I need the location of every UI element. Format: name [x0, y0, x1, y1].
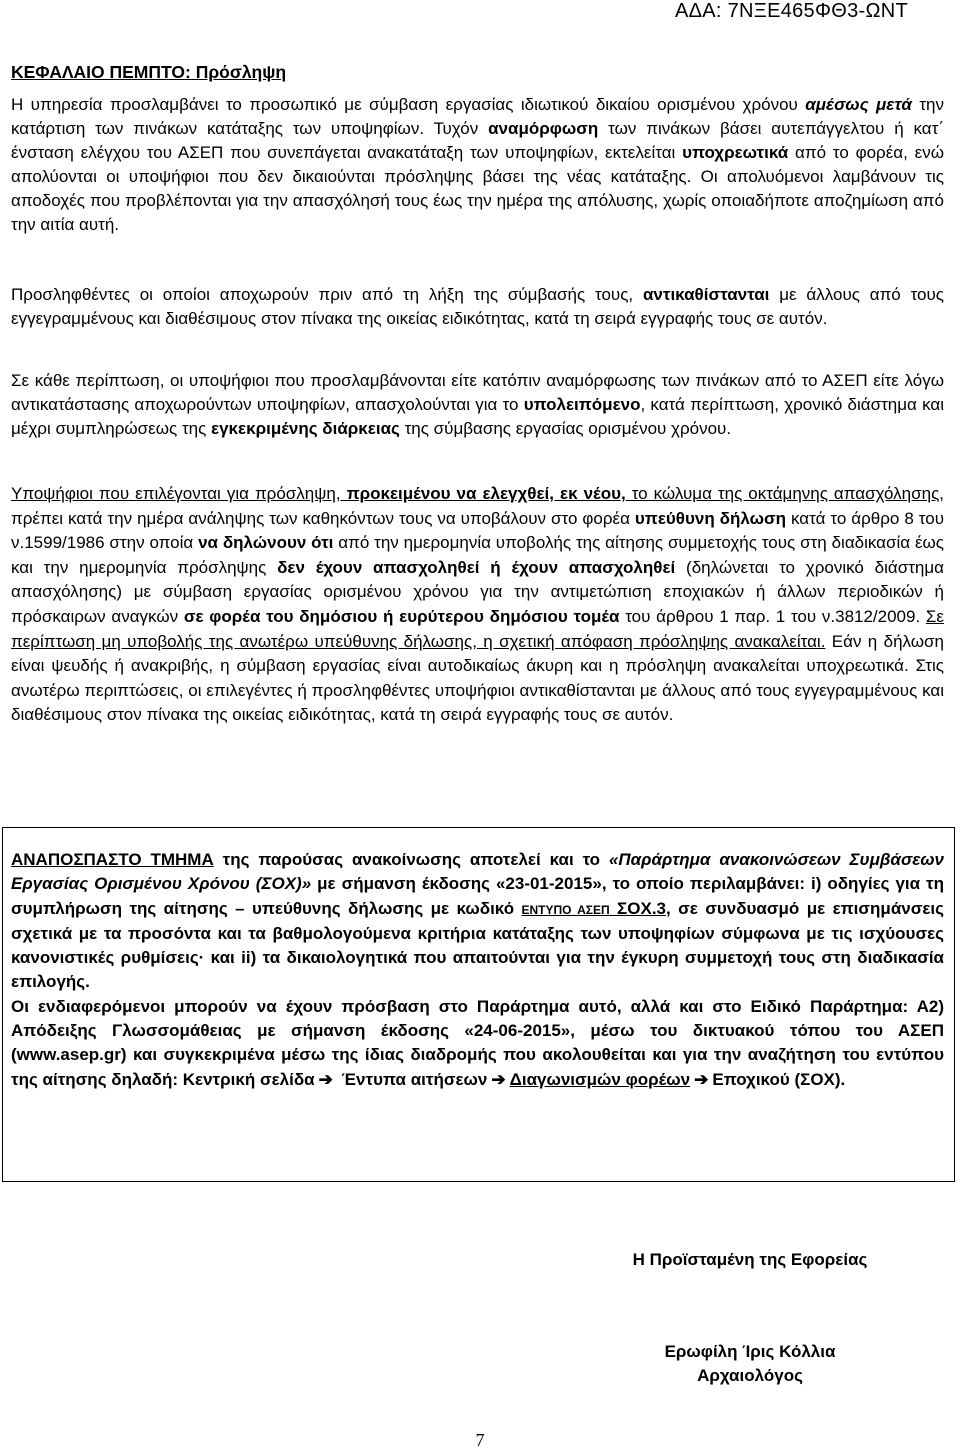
text-run-bold: να δηλώνουν ότι: [198, 533, 334, 553]
text-run-bold: δεν έχουν απασχοληθεί ή έχουν απασχοληθεί: [277, 557, 676, 577]
text-run: Εάν η δήλωση είναι ψευδής ή ανακριβής, η σύμβαση εργασίας είναι αυτοδικαίως άκυρη και η πρόσληψη ανακαλείται υποχρεωτικά. Στις ανωτέρω περιπτώσεις, οι επιλεγέντες ή προσληφθέντες υποψήφιοι αντικαθίστανται με άλλους από τους εγγεγραμμένους και διαθέσιμους στον πίνακα της οικείας ειδικότητας, κατά τη σειρά εγγραφής τους σε αυτόν.: [11, 631, 944, 725]
paragraph-duration: [11, 369, 944, 441]
text-run: , σε συνδυασμό με επισημάνσεις σχετικά με τα προσόντα και τα βαθμολογούμενα κριτήρια κατάταξης των υποψηφίων σύμφωνα με τις ισχύουσες κανονιστικές ρυθμίσεις· και ii) τα δικαιολογητικά που απαιτούνται για την έγκυρη συμμετοχή τους στη διαδικασία επιλογής.: [11, 898, 944, 992]
text-run: της παρούσας ανακοίνωσης αποτελεί και το: [213, 850, 609, 869]
text-run-bold: αναμόρφωση: [488, 119, 599, 138]
signature-title: Η Προϊσταμένη της Εφορείας: [632, 1250, 868, 1269]
text-run: από την ημερομηνία υποβολής της αίτησης συμμετοχής τους στη διαδικασία έως και την ημερομηνία πρόσληψης: [11, 533, 945, 577]
section-title: [11, 61, 286, 83]
text-run-bold: σε φορέα του δημόσιου ή ευρύτερου δημόσιου τομέα: [183, 606, 620, 626]
section-title-text: ΚΕΦΑΛΑΙΟ ΠΕΜΠΤΟ: Πρόσληψη: [11, 62, 287, 82]
text-run: Οι ενδιαφερόμενοι μπορούν να έχουν πρόσβαση στο Παράρτημα αυτό, αλλά και στο Ειδικό Παράρτημα: Α2) Απόδειξης Γλωσσομάθειας με σήμανση έκδοσης «24-06-2015», μέσω του δικτυακού τόπου του ΑΣΕΠ (www.asep.gr) και συγκεκριμένα μέσω της ίδιας διαδρομής που ακολουθείται και για την αναζήτηση του εντύπου της αίτησης δηλαδή: Κεντρική σελίδα: [11, 996, 944, 1089]
text-run: την κατάρτιση των πινάκων κατάταξης των υποψηφίων. Τυχόν: [11, 95, 944, 138]
text-run: της σύμβασης εργασίας ορισμένου χρόνου.: [399, 419, 732, 438]
text-run-underlined: Σε περίπτωση μη υποβολής της ανωτέρω υπεύθυνης δήλωσης, η σχετική απόφαση πρόσληψης ανακαλείται.: [11, 606, 944, 651]
text-run: από το φορέα, ενώ απολύονται οι υποψήφιοι που δεν δικαιούνται πρόσληψης βάσει της νέας κατάταξης. Οι απολυόμενοι λαμβάνουν τις αποδοχές που προβλέπονται για την απασχόλησή τους έως την ημέρα της απόλυσης, χωρίς οποιαδήποτε αποζημίωση από την αιτία αυτή.: [11, 143, 944, 234]
text-run-underlined: το κώλυμα της οκτάμηνης απασχόλησης,: [625, 484, 944, 503]
nav-step: Έντυπα αιτήσεων: [336, 1069, 488, 1089]
text-run-bold: υπολειπόμενο: [523, 395, 641, 414]
text-run: του άρθρου 1 παρ. 1 του ν.3812/2009.: [619, 606, 926, 626]
arrow-right-icon: ➔: [318, 1069, 333, 1089]
signature-role: Αρχαιολόγος: [697, 1366, 803, 1385]
text-run-bold: εγκεκριμένης διάρκειας: [211, 419, 400, 438]
text-run: με άλλους από τους εγγεγραμμένους και διαθέσιμους στον πίνακα της οικείας ειδικότητας, κατά τη σειρά εγγραφής τους σε αυτόν.: [11, 285, 944, 328]
arrow-right-icon: ➔: [694, 1069, 709, 1089]
text-run: (δηλώνεται το χρονικό διάστημα απασχόλησης) με σύμβαση εργασίας ορισμένου χρόνου για την αντιμετώπιση εποχιακών ή άλλων περιοδικών ή πρόσκαιρων αναγκών: [11, 557, 945, 626]
form-code-label: ΕΝΤΥΠΟ ΑΣΕΠ: [521, 902, 610, 917]
text-run: των πινάκων βάσει αυτεπάγγελτου ή κατ΄ ένσταση ελέγχου του ΑΣΕΠ που συνεπάγεται ανακατάταξη των υποψηφίων, εκτελείται: [11, 119, 945, 162]
ada-code: ΑΔΑ: 7ΝΞΕ465ΦΘ3-ΩΝΤ: [674, 0, 908, 22]
text-run: Προσληφθέντες οι οποίοι αποχωρούν πριν από τη λήξη της σύμβασής τους,: [11, 285, 643, 304]
text-run-bold: αντικαθίστανται: [642, 285, 770, 304]
nav-step: Διαγωνισμών φορέων: [509, 1069, 691, 1089]
paragraph-hiring: [11, 93, 944, 237]
signature-name: Ερωφίλη Ίρις Κόλλια: [664, 1342, 836, 1361]
text-run: κατά το άρθρο 8 του ν.1599/1986 στην οποία: [11, 508, 944, 553]
notice-heading: ΑΝΑΠΟΣΠΑΣΤΟ ΤΜΗΜΑ: [11, 850, 214, 869]
text-run-bold: προκειμένου να ελεγχθεί, εκ νέου,: [346, 484, 626, 503]
notice-text: [11, 848, 944, 1092]
text-run: πρέπει κατά την ημέρα ανάληψης των καθηκόντων τους να υποβάλουν στο φορέα: [11, 508, 635, 528]
text-run: με σήμανση έκδοσης «23-01-2015», το οποίο περιλαμβάνει: i) οδηγίες για τη συμπλήρωση της αίτησης – υπεύθυνης δήλωσης με κωδικό: [11, 874, 944, 918]
text-run: , κατά περίπτωση, χρονικό διάστημα και μέχρι συμπληρώσεως της: [11, 395, 944, 438]
nav-step: Εποχικού (ΣΟΧ).: [712, 1069, 846, 1089]
text-run-bold: υποχρεωτικά: [682, 143, 789, 162]
text-run-bold: υπεύθυνη δήλωση: [634, 508, 786, 528]
paragraph-declaration: [11, 482, 944, 728]
form-code: ΣΟΧ.3: [609, 898, 666, 918]
page-number: 7: [475, 1430, 485, 1450]
text-run: Η υπηρεσία προσλαμβάνει το προσωπικό με σύμβαση εργασίας ιδιωτικού δικαίου ορισμένου χρόνου: [11, 95, 806, 114]
paragraph-replacement: [11, 283, 944, 331]
arrow-right-icon: ➔: [491, 1069, 506, 1089]
text-run-italic: «Παράρτημα ανακοινώσεων Συμβάσεων Εργασίας Ορισμένου Χρόνου (ΣΟΧ)»: [11, 850, 945, 894]
text-run-bold: αμέσως μετά: [805, 95, 912, 114]
text-run-underlined: Υποψήφιοι που επιλέγονται για πρόσληψη,: [11, 484, 347, 503]
text-run: Σε κάθε περίπτωση, οι υποψήφιοι που προσλαμβάνονται είτε κατόπιν αναμόρφωσης των πινάκων από το ΑΣΕΠ είτε λόγω αντικατάστασης αποχωρούντων υποψηφίων, απασχολούνται για το: [11, 371, 944, 414]
